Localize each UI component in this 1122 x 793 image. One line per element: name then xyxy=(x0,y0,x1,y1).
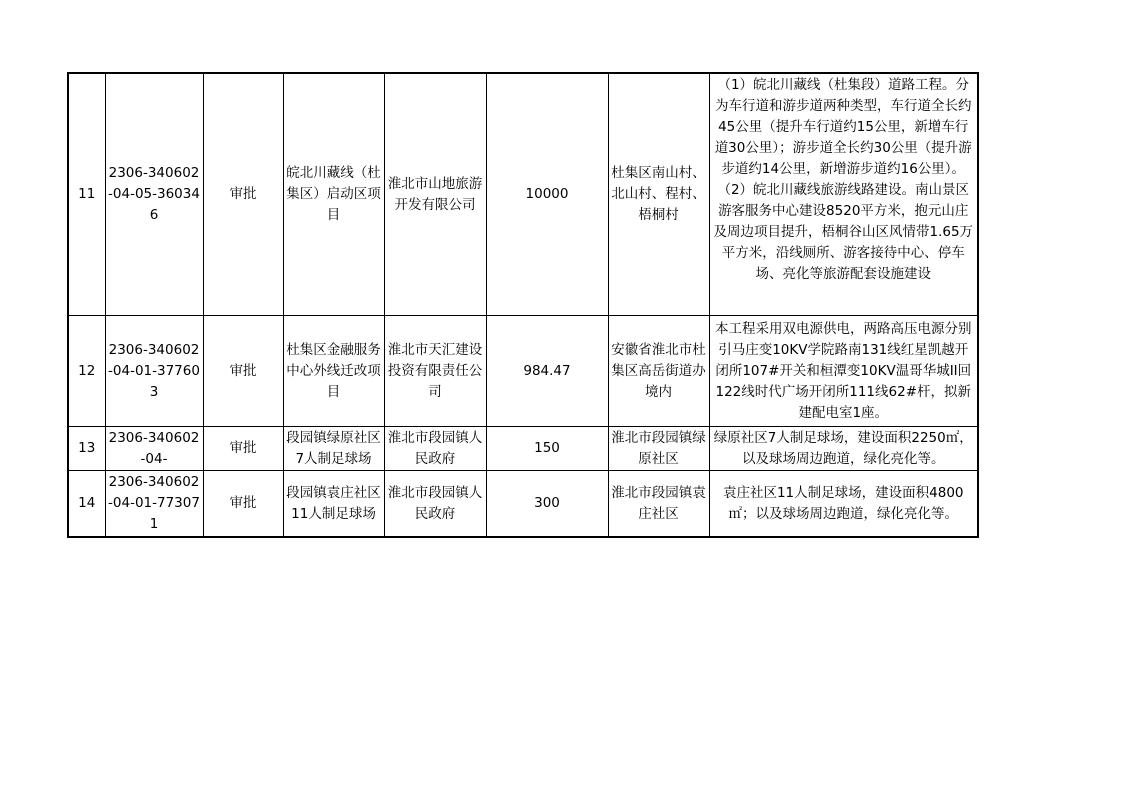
approval-type: 审批 xyxy=(203,427,283,471)
project-investment: 300 xyxy=(486,471,608,538)
project-location: 淮北市段园镇绿原社区 xyxy=(608,427,709,471)
row-seq: 11 xyxy=(68,73,105,316)
project-name: 段园镇袁庄社区11人制足球场 xyxy=(283,471,384,538)
project-investment: 10000 xyxy=(486,73,608,316)
table-row xyxy=(68,316,978,427)
project-unit: 淮北市山地旅游开发有限公司 xyxy=(384,73,486,316)
table-row xyxy=(68,471,978,538)
table-row xyxy=(68,427,978,471)
project-unit: 淮北市段园镇人民政府 xyxy=(384,471,486,538)
project-table xyxy=(67,72,979,538)
project-investment: 150 xyxy=(486,427,608,471)
project-code: 2306-340602-04-05-360346 xyxy=(105,73,203,316)
row-seq: 13 xyxy=(68,427,105,471)
row-seq: 14 xyxy=(68,471,105,538)
approval-type: 审批 xyxy=(203,316,283,427)
approval-type: 审批 xyxy=(203,73,283,316)
project-code: 2306-340602-04- xyxy=(108,429,200,467)
project-code: 2306-340602-04-01-773071 xyxy=(105,471,203,538)
table-row xyxy=(68,73,978,316)
project-content: 袁庄社区11人制足球场，建设面积4800㎡；以及球场周边跑道，绿化亮化等。 xyxy=(709,471,978,538)
project-content: 绿原社区7人制足球场，建设面积2250㎡，以及球场周边跑道，绿化亮化等。 xyxy=(709,427,978,471)
project-unit: 淮北市段园镇人民政府 xyxy=(384,427,486,471)
project-name: 段园镇绿原社区7人制足球场 xyxy=(283,427,384,471)
project-name: 皖北川藏线（杜集区）启动区项目 xyxy=(283,73,384,316)
project-investment: 984.47 xyxy=(486,316,608,427)
project-code: 2306-340602-04-01-377603 xyxy=(105,316,203,427)
project-unit: 淮北市天汇建设投资有限责任公司 xyxy=(384,316,486,427)
approval-type: 审批 xyxy=(203,471,283,538)
project-content: （1）皖北川藏线（杜集段）道路工程。分为车行道和游步道两种类型，车行道全长约45公里（提升车行道约15公里，新增车行道30公里）；游步道全长约30公里（提升游步道约14公里，新增游步道约16公里）。（2）皖北川藏线旅游线路建设。南山景区游客服务中心建设8520平方米，抱元山庄及周边项目提升，梧桐谷山区风情带1.65万平方米，沿线厕所、游客接待中心、停车场、亮化等旅游配套设施建设 xyxy=(713,77,974,282)
row-seq: 12 xyxy=(68,316,105,427)
project-code-cell xyxy=(105,427,203,471)
project-location: 安徽省淮北市杜集区高岳街道办境内 xyxy=(608,316,709,427)
project-location: 杜集区南山村、北山村、程村、梧桐村 xyxy=(608,73,709,316)
project-name: 杜集区金融服务中心外线迁改项目 xyxy=(283,316,384,427)
project-content: 本工程采用双电源供电，两路高压电源分别引马庄变10KV学院路南131线红星凯越开闭所107#开关和桓潭变10KV温哥华城II回122线时代广场开闭所111线62#杆，拟新建配电室1座。 xyxy=(709,316,978,427)
project-location: 淮北市段园镇袁庄社区 xyxy=(608,471,709,538)
project-content-cell xyxy=(709,73,978,316)
